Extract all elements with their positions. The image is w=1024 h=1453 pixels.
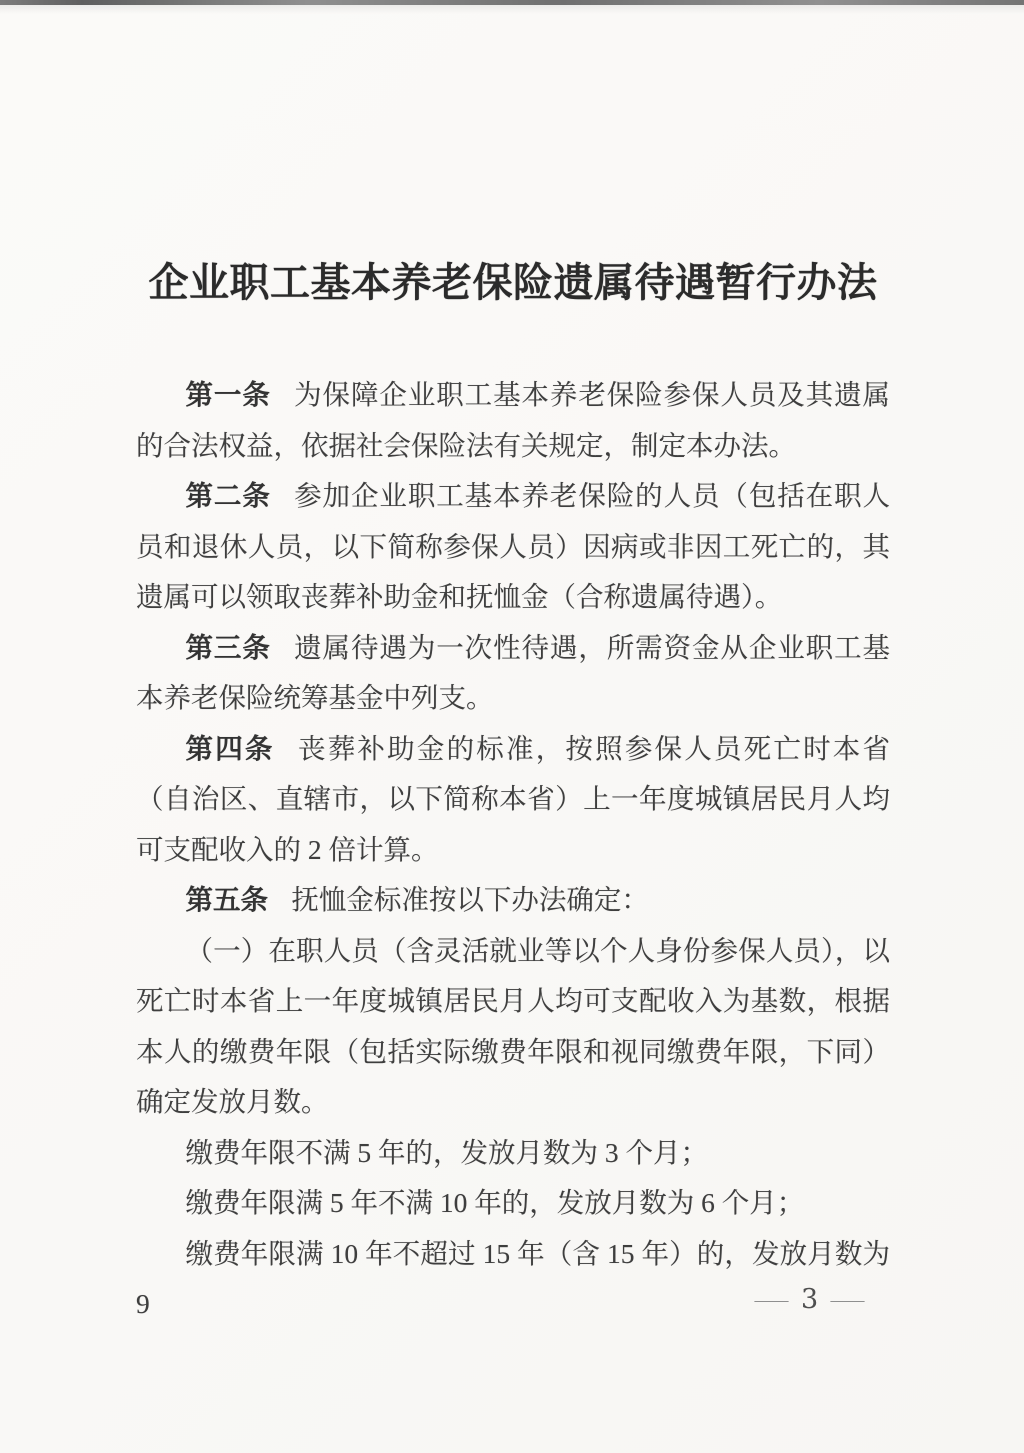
paragraph-text: 遗属待遇为一次性待遇，所需资金从企业职工基本养老保险统筹基金中列支。 (136, 631, 891, 713)
paragraph-text: 参加企业职工基本养老保险的人员（包括在职人员和退休人员，以下简称参保人员）因病或非因工死亡的，其遗属可以领取丧葬补助金和抚恤金（合称遗属待遇）。 (136, 480, 891, 612)
paragraph-rule-5-to-10-years (136, 1178, 890, 1229)
article-number: 第四条 (185, 732, 275, 764)
paragraph-item-1 (136, 926, 890, 1128)
paragraph-article-3 (136, 623, 890, 724)
document-body (136, 370, 890, 1330)
article-number: 第三条 (185, 631, 271, 663)
paragraph-rule-under-5-years (136, 1128, 890, 1179)
paragraph-text: 缴费年限不满 5 年的，发放月数为 3 个月； (185, 1136, 708, 1168)
paragraph-text: 丧葬补助金的标准，按照参保人员死亡时本省（自治区、直辖市，以下简称本省）上一年度城镇居民月人均可支配收入的 2 倍计算。 (136, 732, 891, 865)
paragraph-article-5 (136, 875, 890, 926)
article-number: 第一条 (185, 379, 271, 410)
page-footer (754, 1284, 865, 1315)
footer-dash-right: — (830, 1287, 865, 1312)
footer-dash-left: — (754, 1287, 789, 1312)
paragraph-text: 为保障企业职工基本养老保险参保人员及其遗属的合法权益，依据社会保险法有关规定，制定本办法。 (136, 379, 891, 461)
scan-edge-shadow (0, 0, 1024, 5)
paragraph-text: 缴费年限满 5 年不满 10 年的，发放月数为 6 个月； (185, 1187, 805, 1218)
page-number: 3 (801, 1284, 819, 1315)
document-title: 企业职工基本养老保险遗属待遇暂行办法 (148, 260, 878, 305)
paragraph-article-2 (136, 471, 890, 623)
paragraph-text: （一）在职人员（含灵活就业等以个人身份参保人员），以死亡时本省上一年度城镇居民月人均可支配收入为基数，根据本人的缴费年限（包括实际缴费年限和视同缴费年限，下同）确定发放月数。 (136, 934, 890, 1117)
paragraph-article-1 (136, 370, 890, 471)
paragraph-text: 缴费年限满 10 年不超过 15 年（含 15 年）的，发放月数为 9 (136, 1237, 890, 1319)
article-number: 第五条 (185, 884, 268, 915)
article-number: 第二条 (185, 480, 271, 511)
paragraph-article-4 (136, 724, 890, 876)
paragraph-text: 抚恤金标准按以下办法确定： (291, 884, 649, 915)
document-content (136, 252, 890, 1330)
